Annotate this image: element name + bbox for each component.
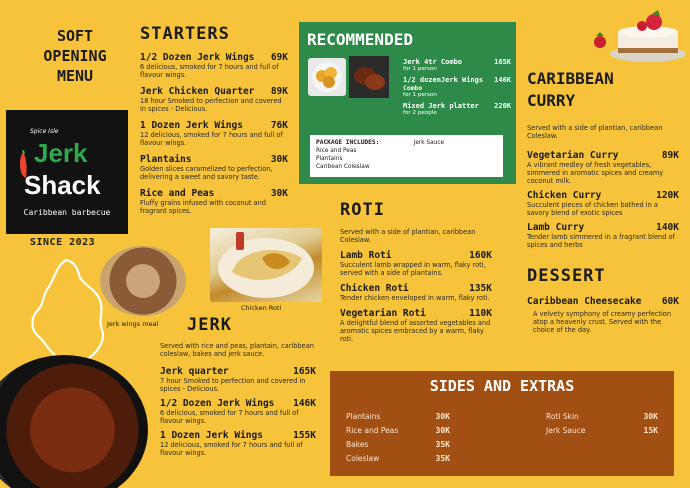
menu-item xyxy=(140,154,288,181)
menu-item xyxy=(527,296,679,334)
side-item xyxy=(346,437,450,451)
starters-heading: STARTERS xyxy=(140,24,230,44)
menu-item xyxy=(140,120,288,147)
curry-heading-line: CURRY xyxy=(527,91,576,110)
item-description: Golden slices caramelized to perfection, delivering a sweet and savory taste. xyxy=(140,165,273,181)
side-item xyxy=(346,409,450,423)
item-description: Succulent pieces of chicken bathed in a savory blend of exotic spices xyxy=(527,201,658,217)
side-price: 35K xyxy=(435,439,450,449)
item-price: 30K xyxy=(270,154,288,165)
side-item xyxy=(546,423,658,437)
menu-item xyxy=(340,250,492,277)
roti-plate-icon xyxy=(210,228,322,302)
combo-price: 146K xyxy=(494,76,511,84)
sides-panel xyxy=(330,371,674,476)
menu-item xyxy=(160,366,316,393)
item-description: 12 delicious, smoked for 7 hours and full of flavour wings. xyxy=(160,441,303,457)
side-name: Rice and Peas xyxy=(346,425,399,435)
curry-heading-line: CARIBBEAN xyxy=(527,69,614,88)
jerk-heading: JERK xyxy=(187,315,232,335)
item-description: A delightful blend of assorted vegetables and aromatic spices embraced by a warm, flaky roti. xyxy=(340,319,491,343)
sides-heading: SIDES AND EXTRAS xyxy=(429,377,575,395)
chicken-roti-photo xyxy=(210,228,322,302)
item-price: 146K xyxy=(293,398,316,409)
sides-column xyxy=(346,409,450,465)
item-name: 1 Dozen Jerk Wings xyxy=(140,120,243,131)
item-price: 155K xyxy=(293,430,316,441)
roti-list xyxy=(340,250,492,349)
cheesecake-image xyxy=(588,2,688,64)
logo-jerk: Jerk xyxy=(34,138,88,168)
combo-sub: for 1 person xyxy=(403,66,437,72)
combo-list xyxy=(403,58,511,120)
combo-item xyxy=(403,58,511,72)
item-name: Lamb Roti xyxy=(340,250,392,261)
side-name: Plantains xyxy=(346,411,381,421)
item-name: Vegetarian Curry xyxy=(527,150,619,161)
menu-item xyxy=(527,190,679,217)
item-name: Chicken Curry xyxy=(527,190,602,201)
curry-heading xyxy=(527,68,614,112)
curry-list xyxy=(527,150,679,254)
combo-item xyxy=(403,76,511,98)
jerk-chicken-photo xyxy=(349,56,389,98)
package-item: Rice and Peas xyxy=(316,148,357,154)
item-description: A velvety symphony of creamy perfection atop a heavenly crust. Served with the choice of the day. xyxy=(533,310,672,334)
jerk-shack-logo xyxy=(6,110,128,234)
item-price: 60K xyxy=(661,296,679,307)
side-item xyxy=(546,409,658,423)
package-heading: PACKAGE INCLUDES: xyxy=(316,139,380,146)
item-price: 140K xyxy=(656,222,679,233)
combo-sub: Combo xyxy=(403,84,423,92)
item-description: Tender chicken enveloped in warm, flaky roti. xyxy=(340,294,490,302)
sides-column xyxy=(546,409,658,437)
menu-item xyxy=(140,86,288,113)
side-item xyxy=(346,423,450,437)
item-name: Rice and Peas xyxy=(140,188,215,199)
combo-name: Mixed Jerk platter xyxy=(403,102,479,110)
item-name: Jerk quarter xyxy=(160,366,229,377)
jerk-chicken-platter-photo xyxy=(0,355,148,488)
roti-heading: ROTI xyxy=(340,200,385,220)
side-price: 30K xyxy=(643,411,658,421)
item-price: 76K xyxy=(270,120,288,131)
recommended-heading: RECOMMENDED xyxy=(307,30,413,49)
item-price: 120K xyxy=(656,190,679,201)
menu-item xyxy=(340,283,492,302)
item-description: 18 hour Smoked to perfection and covered in spices - Delicious. xyxy=(140,97,282,113)
item-name: Vegetarian Roti xyxy=(340,308,426,319)
photo-caption: Chicken Roti xyxy=(241,304,282,312)
menu-item xyxy=(160,398,316,425)
side-name: Bakes xyxy=(346,439,369,449)
photo-caption: Jerk wings meal xyxy=(107,320,159,328)
jerk-wings-meal-photo xyxy=(100,246,186,316)
item-price: 165K xyxy=(293,366,316,377)
item-name: Chicken Roti xyxy=(340,283,409,294)
dessert-heading: DESSERT xyxy=(527,266,606,286)
side-name: Roti Skin xyxy=(546,411,579,421)
package-item: Jerk Sauce xyxy=(413,140,445,146)
item-price: 89K xyxy=(661,150,679,161)
roti-intro: Served with a side of plantian, caribbean Coleslaw. xyxy=(340,228,476,244)
menu-item xyxy=(140,188,288,215)
combo-price: 165K xyxy=(494,58,511,66)
side-name: Coleslaw xyxy=(346,453,380,463)
logo-spice-isle: Spice Isle xyxy=(30,128,59,135)
soft-opening-line: MENU xyxy=(56,67,94,85)
item-name: 1 Dozen Jerk Wings xyxy=(160,430,263,441)
item-price: 69K xyxy=(270,52,288,63)
item-name: Lamb Curry xyxy=(527,222,585,233)
jerk-list xyxy=(160,366,316,462)
jerk-intro: Served with rice and peas, plantain, caribbean coleslaw, bakes and jerk sauce. xyxy=(160,342,314,358)
combo-sub: for 2 people xyxy=(403,110,437,116)
dessert-list xyxy=(527,296,679,334)
item-price: 135K xyxy=(469,283,492,294)
item-price: 110K xyxy=(469,308,492,319)
combo-name: Jerk 4tr Combo xyxy=(403,58,463,66)
item-name: 1/2 Dozen Jerk Wings xyxy=(160,398,275,409)
combo-price: 220K xyxy=(494,102,511,110)
jerk-chicken-icon xyxy=(349,56,389,98)
item-description: A vibrant medley of fresh vegetables, simmered in aromatic spices and creamy coconut milk. xyxy=(527,161,664,185)
soft-opening-line: SOFT xyxy=(56,27,94,45)
side-price: 30K xyxy=(435,425,450,435)
since-label: SINCE 2023 xyxy=(30,237,96,248)
combo-sub2: for 1 person xyxy=(403,92,437,98)
item-price: 160K xyxy=(469,250,492,261)
package-includes xyxy=(310,135,503,177)
item-description: 6 delicious, smoked for 7 hours and full of flavour wings. xyxy=(160,409,299,425)
menu-item xyxy=(527,222,679,249)
item-name: 1/2 Dozen Jerk Wings xyxy=(140,52,255,63)
item-description: Fluffy grains infused with coconut and fragrant spices. xyxy=(140,199,266,215)
combo-item xyxy=(403,102,511,116)
item-description: 6 delicious, smoked for 7 hours and full of flavour wings. xyxy=(140,63,279,79)
menu-item xyxy=(527,150,679,185)
combo-name: 1/2 dozenJerk Wings xyxy=(403,76,484,84)
item-description: Succulent lamb wrapped in warm, flaky roti, served with a side of plantains. xyxy=(340,261,486,277)
item-name: Caribbean Cheesecake xyxy=(527,296,642,307)
logo-shack: Shack xyxy=(24,170,101,200)
item-name: Jerk Chicken Quarter xyxy=(140,86,255,97)
item-description: Tender lamb simmered in a fragrant blend of spices and herbs xyxy=(527,233,675,249)
menu-item xyxy=(140,52,288,79)
recommended-panel xyxy=(299,22,516,184)
side-price: 35K xyxy=(435,453,450,463)
menu-item xyxy=(340,308,492,343)
plantain-photo xyxy=(308,58,346,96)
side-price: 30K xyxy=(435,411,450,421)
side-item xyxy=(346,451,450,465)
package-item: Plantains xyxy=(316,156,343,162)
item-price: 89K xyxy=(270,86,288,97)
side-name: Jerk Sauce xyxy=(546,425,586,435)
island-outline-icon xyxy=(26,256,110,368)
side-price: 15K xyxy=(643,425,658,435)
soft-opening-heading xyxy=(30,26,120,86)
soft-opening-line: OPENING xyxy=(43,47,107,65)
item-description: 12 delicious, smoked for 7 hours and full of flavour wings. xyxy=(140,131,283,147)
starters-list xyxy=(140,52,288,222)
item-description: 7 hour Smoked to perfection and covered in spices - Delicious. xyxy=(160,377,306,393)
logo-tagline: Caribbean barbecue xyxy=(23,208,111,217)
plantain-icon xyxy=(308,58,346,96)
package-item: Caribean Coleslaw xyxy=(316,164,370,170)
menu-item xyxy=(160,430,316,457)
item-name: Plantains xyxy=(140,154,192,165)
item-price: 30K xyxy=(270,188,288,199)
curry-intro: Served with a side of plantian, caribbean Coleslaw. xyxy=(527,124,663,140)
